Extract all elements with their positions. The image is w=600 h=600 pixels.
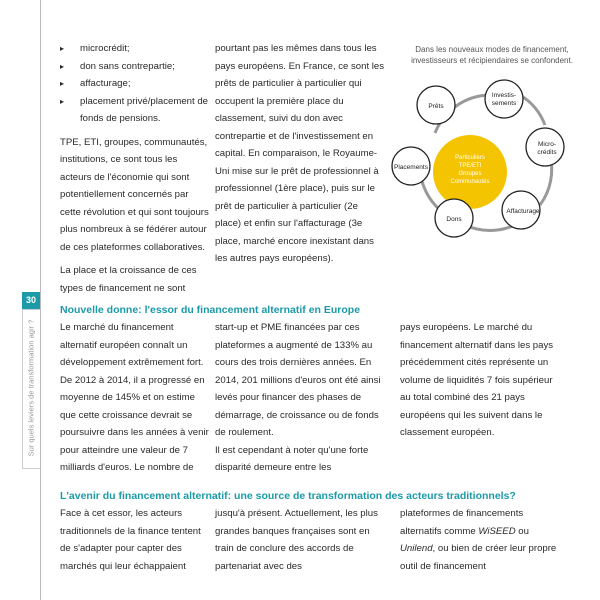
section1-columns	[60, 319, 570, 483]
section2-column-3	[400, 505, 565, 575]
paragraph: start-up et PME financées par ces plateformes a augmenté de 133% au cours des trois dernières années. En 2014, 201 millions d'euros ont été ainsi levés pour financer des phases de démarrage, de croissance ou de fonds de roulement.	[215, 322, 381, 438]
text: , ou bien de créer leur propre outil de financement	[400, 543, 557, 572]
node-label: Micro-	[537, 141, 557, 148]
paragraph: La place et la croissance de ces types de financement ne sont	[60, 265, 197, 294]
paragraph	[400, 505, 565, 575]
center-label: Particuliers	[455, 155, 485, 161]
brand-name: Unilend	[400, 543, 433, 554]
paragraph: Il est cependant à noter qu'une forte disparité demeure entre les	[215, 444, 369, 473]
section2-column-2	[215, 505, 385, 575]
section1-column-2	[215, 319, 385, 477]
text: plateformes de financements alternatifs comme	[400, 508, 524, 537]
bullet-list	[60, 40, 210, 128]
section2-column-1	[60, 505, 210, 575]
node-investissements	[485, 80, 523, 118]
section-heading: Nouvelle donne: l'essor du financement alternatif en Europe	[60, 304, 361, 316]
top-column-1	[60, 40, 210, 297]
paragraph: TPE, ETI, groupes, communautés, institutions, ce sont tous les acteurs de l'économie qui sont potentiellement concernés par cette révolution et qui sont toujours plus nombreux à se fédérer autour de ces plateformes collaboratives.	[60, 136, 209, 253]
center-label: Communautés	[450, 179, 490, 185]
section1-column-3	[400, 319, 565, 442]
financing-diagram	[390, 75, 600, 255]
margin-rule	[40, 0, 41, 600]
node-label: crédits	[537, 149, 557, 156]
paragraph: jusqu'à présent. Actuellement, les plus grandes banques françaises sont en train de conclure des accords de partenariat avec des	[215, 508, 378, 572]
list-item: ▸ microcrédit;	[60, 40, 210, 58]
page-number: 30	[22, 292, 40, 309]
paragraph: pays européens. Le marché du financement alternatif dans les pays précédemment cités représente un volume de liquidités 7 fois supérieur au total combiné des 21 pays européens qui les suivent dans le classement européen.	[400, 322, 554, 438]
top-column-2	[215, 40, 385, 268]
node-label: Dons	[446, 216, 462, 223]
diagram-caption: Dans les nouveaux modes de financement, investisseurs et récipiendaires se confondent.	[411, 45, 573, 65]
section-2	[60, 489, 570, 575]
paragraph: Le marché du financement alternatif européen connaît un développement extrêmement fort. De 2012 à 2014, il a progressé en moyenne de 145% et on estime que cette croissance devrait se poursuivre dans les années à venir pour atteindre une valeur de 7 milliards d'euros. Le nombre de	[60, 322, 209, 473]
list-item: ▸ affacturage;	[60, 75, 210, 93]
center-label: Groupes	[458, 171, 482, 177]
node-label: Investis-	[491, 92, 517, 99]
section-heading: L'avenir du financement alternatif: une source de transformation des acteurs traditionnels?	[60, 490, 516, 502]
node-label: Prêts	[428, 103, 444, 110]
center-label: TPE/ETI	[458, 163, 482, 169]
section1-column-1	[60, 319, 210, 477]
paragraph: Face à cet essor, les acteurs traditionnels de la finance tentent de s'adapter pour capter des marchés qui leur échappaient	[60, 508, 201, 572]
text: ou	[515, 525, 529, 537]
node-label: Affacturage	[506, 208, 540, 215]
list-item: ▸ placement privé/placement de fonds de pensions.	[60, 93, 210, 128]
node-label: Placements	[394, 164, 428, 171]
node-label: sements	[491, 100, 517, 107]
list-item: ▸ don sans contrepartie;	[60, 58, 210, 76]
paragraph: pourtant pas les mêmes dans tous les pays européens. En France, ce sont les prêts de particulier à particulier qui occupent la première place du classement, suivi du don avec contrepartie et de l'investissement en capital. En comparaison, le Royaume-Uni mise sur le prêt de professionnel à professionnel (1ère place), puis sur le prêt de particulier à particulier (2e place) et enfin sur l'affacturage (3e place, marché encore inexistant dans les autres pays européens).	[215, 43, 385, 264]
section-1	[60, 303, 570, 483]
side-title: Sur quels leviers de transformation agir ?	[26, 319, 36, 457]
section2-columns	[60, 505, 570, 575]
brand-name: WiSEED	[478, 525, 516, 537]
